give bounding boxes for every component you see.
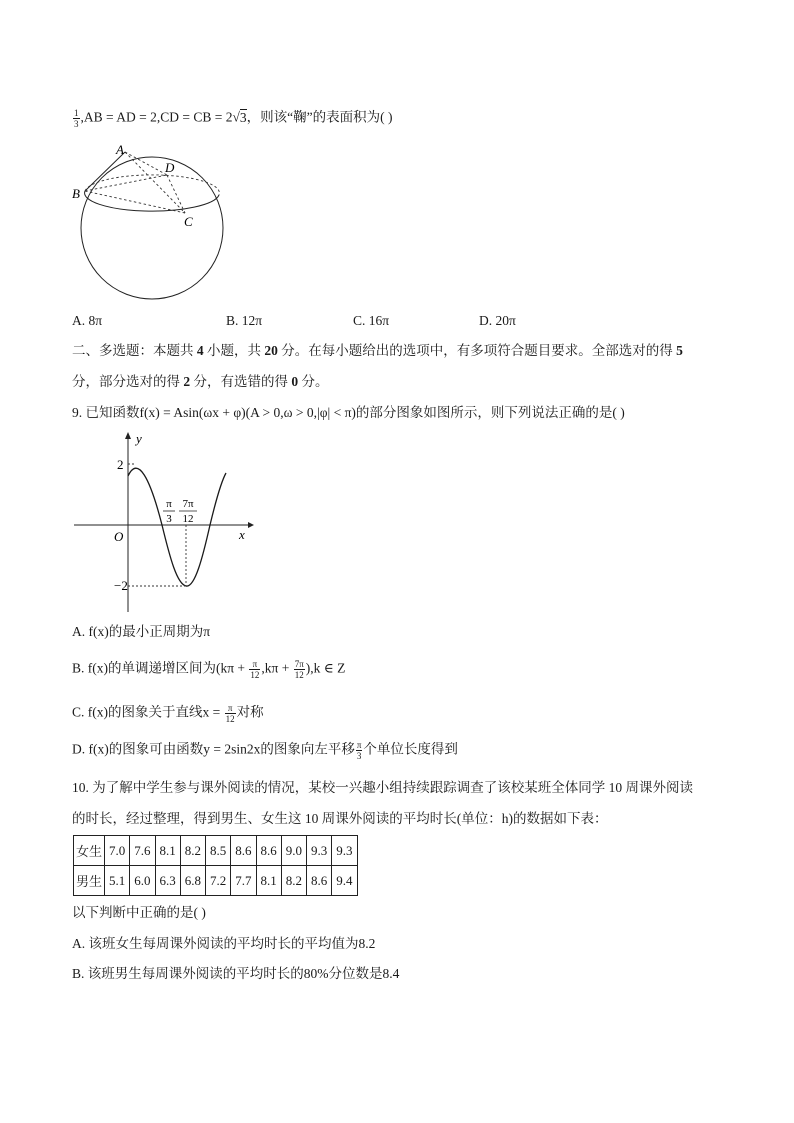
row-header: 男生	[74, 866, 105, 896]
q8-text-b: ，则该“鞠”的表面积为( )	[246, 109, 393, 125]
table-cell: 8.2	[281, 866, 306, 896]
table-cell: 8.6	[231, 836, 256, 866]
q8-fraction: $\frac{1}{3}$	[74, 108, 79, 129]
table-cell: 6.8	[180, 866, 205, 896]
q10-option-b[interactable]: B. 该班男生每周课外阅读的平均时长的80%分位数是8.4	[72, 966, 400, 981]
point-c-label: C	[184, 214, 193, 229]
table-cell: 9.0	[281, 836, 306, 866]
sphere-figure	[68, 140, 233, 304]
table-cell: 6.0	[130, 866, 155, 896]
point-a-label: A	[116, 142, 124, 157]
tick-pi-over-3	[163, 498, 175, 525]
point-b-label: B	[72, 186, 80, 201]
y-min-label: −2	[114, 578, 128, 593]
table-cell: 6.3	[155, 866, 180, 896]
y-axis-label: y	[136, 431, 142, 446]
svg-text:12: 12	[182, 513, 194, 525]
x-axis-label: x	[239, 527, 245, 542]
q8-option-c[interactable]: C. 16π	[353, 313, 390, 328]
table-cell: 8.1	[256, 866, 281, 896]
row-header: 女生	[74, 836, 105, 866]
table-cell: 9.3	[332, 836, 357, 866]
y-max-label: 2	[117, 457, 124, 472]
table-cell: 9.4	[332, 866, 357, 896]
q8-option-a[interactable]: A. 8π	[72, 313, 103, 328]
section-2-instructions-line1: 二、多选题：本题共 4 小题，共 20 分。在每小题给出的选项中，有多项符合题目要求。全部选对的得 5	[72, 343, 683, 358]
table-cell: 7.2	[206, 866, 231, 896]
table-cell: 7.6	[130, 836, 155, 866]
tick-7pi-over-12	[179, 498, 197, 525]
q9-stem: 9. 已知函数f(x) = Asin(ωx + φ)(A > 0,ω > 0,|φ| < π)的部分图象如图所示，则下列说法正确的是( )	[72, 405, 625, 420]
q9-option-c[interactable]: C. f(x)的图象关于直线x = $\frac{\pi}{12}$ 对称	[72, 703, 264, 724]
q9-option-d[interactable]: D. f(x)的图象可由函数y = 2sin2x的图象向左平移 $\frac{\pi}{3}$ 个单位长度得到	[72, 740, 458, 761]
table-cell: 8.5	[206, 836, 231, 866]
table-row	[74, 866, 358, 896]
table-cell: 7.7	[231, 866, 256, 896]
table-cell: 8.6	[256, 836, 281, 866]
q8-sqrt-value: 3	[239, 109, 247, 125]
q10-stem-line2: 的时长，经过整理，得到男生、女生这 10 周课外阅读的平均时长(单位：h)的数据如下表：	[72, 811, 608, 826]
table-cell: 8.6	[307, 866, 332, 896]
q8-stem	[72, 108, 393, 129]
q10-question: 以下判断中正确的是( )	[72, 905, 206, 920]
table-cell: 5.1	[105, 866, 130, 896]
q10-stem-line1: 10. 为了解中学生参与课外阅读的情况，某校一兴趣小组持续跟踪调查了该校某班全体同学 10 周课外阅读	[72, 780, 693, 795]
table-cell: 8.2	[180, 836, 205, 866]
table-row	[74, 836, 358, 866]
q9-function-graph	[72, 428, 262, 618]
svg-text:π: π	[166, 498, 172, 510]
table-cell: 8.1	[155, 836, 180, 866]
q8-option-d[interactable]: D. 20π	[479, 313, 516, 328]
table-cell: 7.0	[105, 836, 130, 866]
svg-text:3: 3	[166, 513, 172, 525]
q8-option-b[interactable]: B. 12π	[226, 313, 263, 328]
point-d-label: D	[165, 160, 175, 175]
origin-label: O	[114, 529, 124, 544]
reading-time-table	[73, 835, 358, 896]
q10-option-a[interactable]: A. 该班女生每周课外阅读的平均时长的平均值为8.2	[72, 936, 376, 951]
svg-text:7π: 7π	[182, 498, 194, 510]
section-2-instructions-line2: 分，部分选对的得 2 分，有选错的得 0 分。	[72, 374, 329, 389]
q9-option-b[interactable]: B. f(x)的单调递增区间为(kπ + $\frac{\pi}{12}$ ,kπ + $\frac{7\pi}{12}$ ),k ∈ Z	[72, 659, 346, 680]
q9-option-a[interactable]: A. f(x)的最小正周期为π	[72, 624, 211, 639]
q8-text-a: ,AB = AD = 2,CD = CB = 2	[80, 109, 233, 125]
sqrt-symbol: √	[232, 109, 240, 125]
table-cell: 9.3	[307, 836, 332, 866]
